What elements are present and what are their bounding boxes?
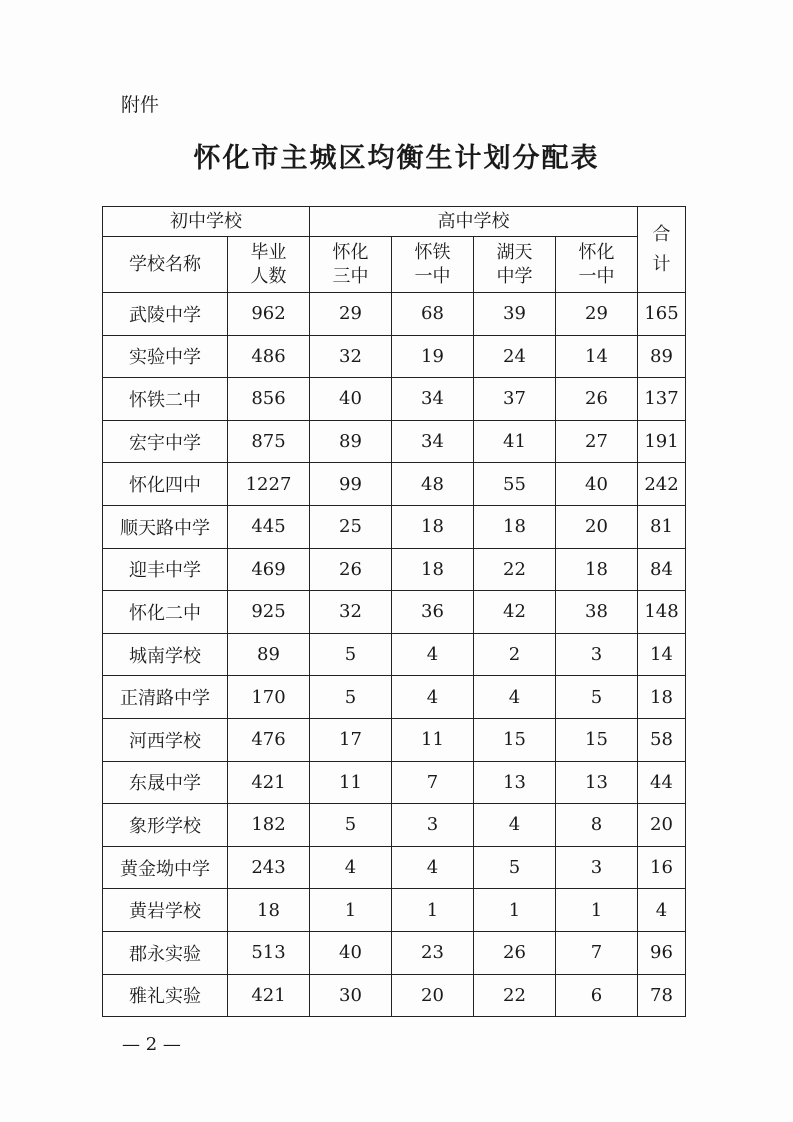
junior-school-group-header: 初中学校 bbox=[103, 207, 310, 237]
total-cell: 16 bbox=[638, 846, 686, 889]
total-header-text: 合计 bbox=[652, 223, 671, 275]
hh3-header bbox=[310, 237, 392, 293]
htzx-cell: 4 bbox=[474, 676, 556, 719]
table-row bbox=[103, 420, 686, 463]
graduates-cell: 476 bbox=[228, 718, 310, 761]
hh3-cell: 4 bbox=[310, 846, 392, 889]
table-row bbox=[103, 718, 686, 761]
table-group-header-row bbox=[103, 207, 686, 237]
table-row bbox=[103, 761, 686, 804]
graduates-cell: 962 bbox=[228, 293, 310, 336]
total-cell: 20 bbox=[638, 804, 686, 847]
total-cell: 58 bbox=[638, 718, 686, 761]
school-name-cell: 怀化二中 bbox=[103, 591, 228, 634]
graduates-cell: 170 bbox=[228, 676, 310, 719]
htzx-cell: 5 bbox=[474, 846, 556, 889]
hh3-cell: 5 bbox=[310, 633, 392, 676]
graduates-cell: 18 bbox=[228, 889, 310, 932]
table-row bbox=[103, 335, 686, 378]
htzx-cell: 39 bbox=[474, 293, 556, 336]
school-name-cell: 正清路中学 bbox=[103, 676, 228, 719]
ht1-cell: 18 bbox=[392, 548, 474, 591]
school-name-cell: 实验中学 bbox=[103, 335, 228, 378]
graduates-header-text: 毕业人数 bbox=[250, 241, 287, 287]
graduates-cell: 925 bbox=[228, 591, 310, 634]
ht1-cell: 34 bbox=[392, 378, 474, 421]
school-name-cell: 河西学校 bbox=[103, 718, 228, 761]
htzx-cell: 15 bbox=[474, 718, 556, 761]
ht1-header-text: 怀铁一中 bbox=[414, 241, 451, 287]
graduates-cell: 243 bbox=[228, 846, 310, 889]
school-name-cell: 雅礼实验 bbox=[103, 974, 228, 1017]
htzx-cell: 1 bbox=[474, 889, 556, 932]
ht1-cell: 3 bbox=[392, 804, 474, 847]
ht1-cell: 48 bbox=[392, 463, 474, 506]
table-row bbox=[103, 548, 686, 591]
graduates-cell: 89 bbox=[228, 633, 310, 676]
table-row bbox=[103, 676, 686, 719]
hh3-cell: 1 bbox=[310, 889, 392, 932]
htzx-cell: 22 bbox=[474, 974, 556, 1017]
hh1-cell: 15 bbox=[556, 718, 638, 761]
graduates-cell: 875 bbox=[228, 420, 310, 463]
hh3-cell: 29 bbox=[310, 293, 392, 336]
htzx-cell: 41 bbox=[474, 420, 556, 463]
school-name-header: 学校名称 bbox=[103, 237, 228, 293]
hh1-cell: 38 bbox=[556, 591, 638, 634]
table-row bbox=[103, 463, 686, 506]
graduates-cell: 445 bbox=[228, 505, 310, 548]
htzx-cell: 22 bbox=[474, 548, 556, 591]
total-cell: 14 bbox=[638, 633, 686, 676]
attachment-label: 附件 bbox=[121, 94, 160, 116]
table-row bbox=[103, 633, 686, 676]
graduates-cell: 469 bbox=[228, 548, 310, 591]
total-cell: 78 bbox=[638, 974, 686, 1017]
total-cell: 4 bbox=[638, 889, 686, 932]
htzx-header-text: 湖天中学 bbox=[496, 241, 533, 287]
table-row bbox=[103, 889, 686, 932]
table-row bbox=[103, 804, 686, 847]
hh3-cell: 89 bbox=[310, 420, 392, 463]
school-name-cell: 迎丰中学 bbox=[103, 548, 228, 591]
hh3-cell: 5 bbox=[310, 676, 392, 719]
hh3-cell: 25 bbox=[310, 505, 392, 548]
table-row bbox=[103, 378, 686, 421]
page-title: 怀化市主城区均衡生计划分配表 bbox=[193, 143, 600, 174]
htzx-cell: 42 bbox=[474, 591, 556, 634]
total-cell: 81 bbox=[638, 505, 686, 548]
ht1-cell: 19 bbox=[392, 335, 474, 378]
ht1-cell: 4 bbox=[392, 676, 474, 719]
hh1-cell: 8 bbox=[556, 804, 638, 847]
hh1-cell: 14 bbox=[556, 335, 638, 378]
hh1-header bbox=[556, 237, 638, 293]
school-name-cell: 象形学校 bbox=[103, 804, 228, 847]
graduates-cell: 421 bbox=[228, 761, 310, 804]
htzx-cell: 24 bbox=[474, 335, 556, 378]
table-row bbox=[103, 931, 686, 974]
hh1-cell: 1 bbox=[556, 889, 638, 932]
htzx-header bbox=[474, 237, 556, 293]
ht1-cell: 4 bbox=[392, 846, 474, 889]
table-row bbox=[103, 505, 686, 548]
ht1-cell: 68 bbox=[392, 293, 474, 336]
hh1-cell: 5 bbox=[556, 676, 638, 719]
school-name-cell: 武陵中学 bbox=[103, 293, 228, 336]
ht1-cell: 7 bbox=[392, 761, 474, 804]
hh3-cell: 40 bbox=[310, 378, 392, 421]
graduates-header bbox=[228, 237, 310, 293]
htzx-cell: 4 bbox=[474, 804, 556, 847]
school-name-cell: 顺天路中学 bbox=[103, 505, 228, 548]
ht1-cell: 1 bbox=[392, 889, 474, 932]
graduates-cell: 856 bbox=[228, 378, 310, 421]
ht1-cell: 34 bbox=[392, 420, 474, 463]
table-column-header-row bbox=[103, 237, 686, 293]
table-row bbox=[103, 846, 686, 889]
hh3-cell: 30 bbox=[310, 974, 392, 1017]
hh3-cell: 17 bbox=[310, 718, 392, 761]
hh3-cell: 32 bbox=[310, 335, 392, 378]
graduates-cell: 182 bbox=[228, 804, 310, 847]
htzx-cell: 18 bbox=[474, 505, 556, 548]
hh1-cell: 26 bbox=[556, 378, 638, 421]
htzx-cell: 2 bbox=[474, 633, 556, 676]
hh1-cell: 3 bbox=[556, 846, 638, 889]
hh1-cell: 7 bbox=[556, 931, 638, 974]
htzx-cell: 37 bbox=[474, 378, 556, 421]
school-name-cell: 东晟中学 bbox=[103, 761, 228, 804]
table-row bbox=[103, 591, 686, 634]
hh3-cell: 32 bbox=[310, 591, 392, 634]
hh1-cell: 6 bbox=[556, 974, 638, 1017]
table-row bbox=[103, 293, 686, 336]
school-name-cell: 怀化四中 bbox=[103, 463, 228, 506]
school-name-cell: 宏宇中学 bbox=[103, 420, 228, 463]
school-name-cell: 黄金坳中学 bbox=[103, 846, 228, 889]
hh3-cell: 5 bbox=[310, 804, 392, 847]
total-cell: 148 bbox=[638, 591, 686, 634]
school-name-cell: 郡永实验 bbox=[103, 931, 228, 974]
ht1-cell: 11 bbox=[392, 718, 474, 761]
total-cell: 18 bbox=[638, 676, 686, 719]
hh3-cell: 26 bbox=[310, 548, 392, 591]
htzx-cell: 55 bbox=[474, 463, 556, 506]
graduates-cell: 1227 bbox=[228, 463, 310, 506]
school-name-cell: 怀铁二中 bbox=[103, 378, 228, 421]
total-cell: 191 bbox=[638, 420, 686, 463]
hh3-header-text: 怀化三中 bbox=[332, 241, 369, 287]
senior-school-group-header: 高中学校 bbox=[310, 207, 638, 237]
total-cell: 96 bbox=[638, 931, 686, 974]
total-cell: 44 bbox=[638, 761, 686, 804]
graduates-cell: 486 bbox=[228, 335, 310, 378]
ht1-cell: 4 bbox=[392, 633, 474, 676]
total-cell: 165 bbox=[638, 293, 686, 336]
ht1-cell: 18 bbox=[392, 505, 474, 548]
ht1-cell: 36 bbox=[392, 591, 474, 634]
htzx-cell: 13 bbox=[474, 761, 556, 804]
total-cell: 89 bbox=[638, 335, 686, 378]
hh1-cell: 29 bbox=[556, 293, 638, 336]
hh1-cell: 20 bbox=[556, 505, 638, 548]
graduates-cell: 513 bbox=[228, 931, 310, 974]
hh3-cell: 99 bbox=[310, 463, 392, 506]
hh1-header-text: 怀化一中 bbox=[578, 241, 615, 287]
school-name-cell: 城南学校 bbox=[103, 633, 228, 676]
total-cell: 137 bbox=[638, 378, 686, 421]
ht1-cell: 23 bbox=[392, 931, 474, 974]
table-row bbox=[103, 974, 686, 1017]
school-name-cell: 黄岩学校 bbox=[103, 889, 228, 932]
total-cell: 84 bbox=[638, 548, 686, 591]
hh3-cell: 40 bbox=[310, 931, 392, 974]
ht1-header bbox=[392, 237, 474, 293]
allocation-table bbox=[102, 206, 686, 1017]
hh1-cell: 3 bbox=[556, 633, 638, 676]
hh3-cell: 11 bbox=[310, 761, 392, 804]
ht1-cell: 20 bbox=[392, 974, 474, 1017]
htzx-cell: 26 bbox=[474, 931, 556, 974]
hh1-cell: 13 bbox=[556, 761, 638, 804]
hh1-cell: 40 bbox=[556, 463, 638, 506]
page-number: — 2 — bbox=[122, 1034, 181, 1055]
total-header bbox=[638, 207, 686, 293]
hh1-cell: 27 bbox=[556, 420, 638, 463]
total-cell: 242 bbox=[638, 463, 686, 506]
graduates-cell: 421 bbox=[228, 974, 310, 1017]
hh1-cell: 18 bbox=[556, 548, 638, 591]
